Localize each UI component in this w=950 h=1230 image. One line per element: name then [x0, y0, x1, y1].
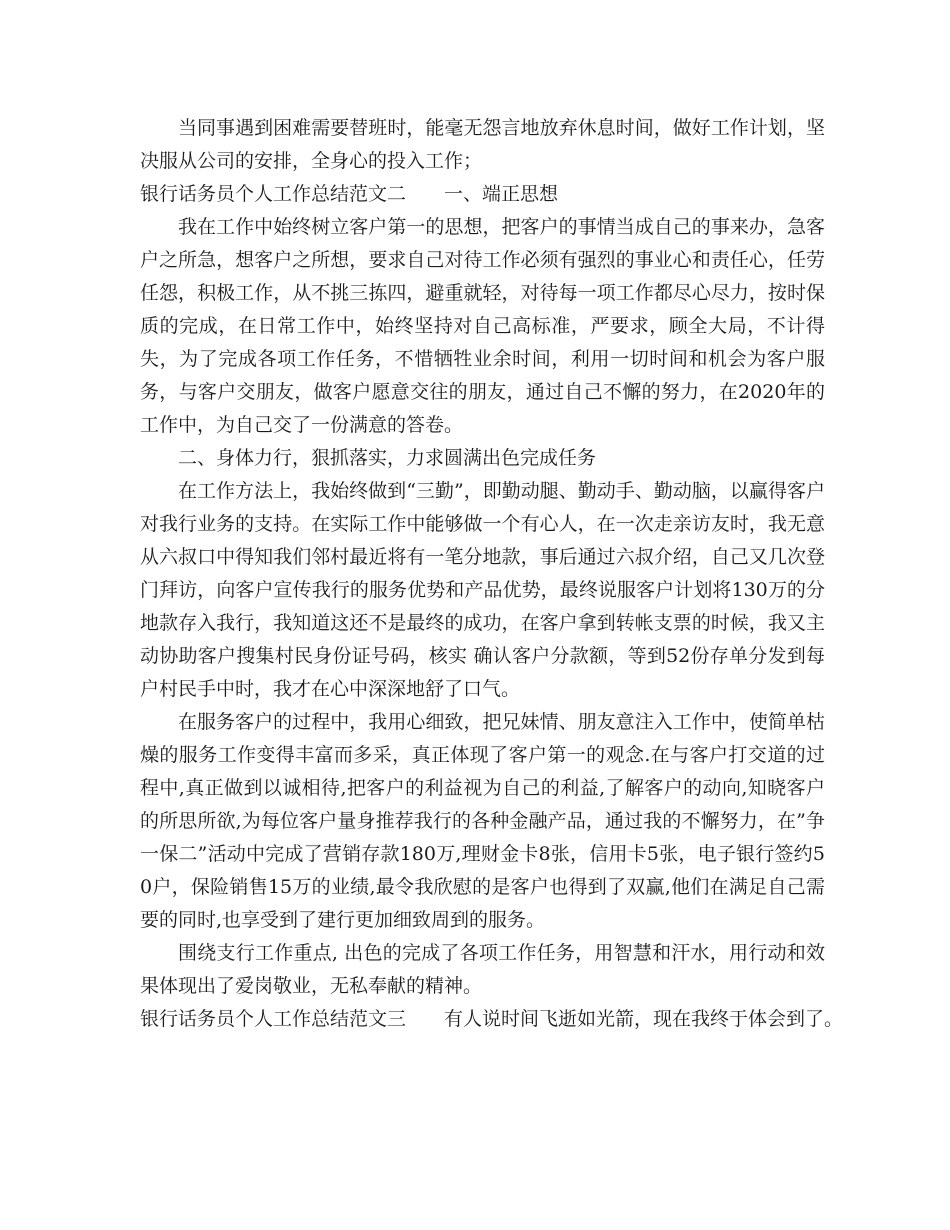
paragraph-customer-first: 我在工作中始终树立客户第一的思想，把客户的事情当成自己的事来办，急客户之所急，想客户之所想，要求自己对待工作必须有强烈的事业心和责任心，任劳任怨，积极工作，从不挑三拣四，避重就轻，对待每一项工作都尽心尽力，按时保质的完成，在日常工作中，始终坚持对自己高标准，严要求，顾全大局，不计得失，为了完成各项工作任务，不惜牺牲业余时间，利用一切时间和机会为客户服务，与客户交朋友，做客户愿意交往的朋友，通过自己不懈的努力，在2020年的工作中，为自己交了一份满意的答卷。 [140, 216, 825, 436]
paragraph-substitute-shift: 当同事遇到困难需要替班时，能毫无怨言地放弃休息时间，做好工作计划，坚决服从公司的安排，全身心的投入工作； [140, 117, 825, 172]
heading-three-title: 银行话务员个人工作总结范文三 [140, 1008, 407, 1030]
document-page [140, 112, 844, 1036]
paragraph-three-diligence: 在工作方法上，我始终做到“三勤”，即勤动腿、勤动手、勤动脑，以赢得客户对我行业务的支持。在实际工作中能够做一个有心人，在一次走亲访友时，我无意从六叔口中得知我们邻村最近将有一笔分地款，事后通过六叔介绍，自己又几次登门拜访，向客户宣传我行的服务优势和产品优势，最终说服客户计划将130万的分地款存入我行，我知道这还不是最终的成功，在客户拿到转帐支票的时候，我又主动协助客户搜集村民身份证号码，核实 确认客户分款额，等到52份存单分发到每户村民手中时，我才在心中深深地舒了口气。 [140, 480, 825, 700]
paragraph-work-focus: 围绕支行工作重点, 出色的完成了各项工作任务，用智慧和汗水，用行动和效果体现出了爱岗敬业，无私奉献的精神。 [140, 942, 825, 997]
section-subheading-practice: 二、身体力行，狠抓落实，力求圆满出色完成任务 [178, 447, 597, 469]
heading-two-subtitle: 一、端正思想 [444, 183, 559, 205]
paragraph-service-process: 在服务客户的过程中，我用心细致，把兄妹情、朋友意注入工作中，使简单枯燥的服务工作变得丰富而多采，真正体现了客户第一的观念.在与客户打交道的过程中,真正做到以诚相待,把客户的利益视为自己的利益,了解客户的动向,知晓客户的所思所欲,为每位客户量身推荐我行的各种金融产品，通过我的不懈努力，在”争一保二”活动中完成了营销存款180万,理财金卡8张，信用卡5张，电子银行签约50户，保险销售15万的业绩,最令我欣慰的是客户也得到了双赢,他们在满足自己需要的同时,也享受到了建行更加细致周到的服务。 [140, 711, 825, 931]
heading-three-subtitle: 有人说时间飞逝如光箭，现在我终于体会到了。 [444, 1008, 844, 1030]
heading-two-title: 银行话务员个人工作总结范文二 [140, 183, 407, 205]
section-heading-three [140, 1003, 844, 1036]
section-heading-two [140, 178, 825, 211]
